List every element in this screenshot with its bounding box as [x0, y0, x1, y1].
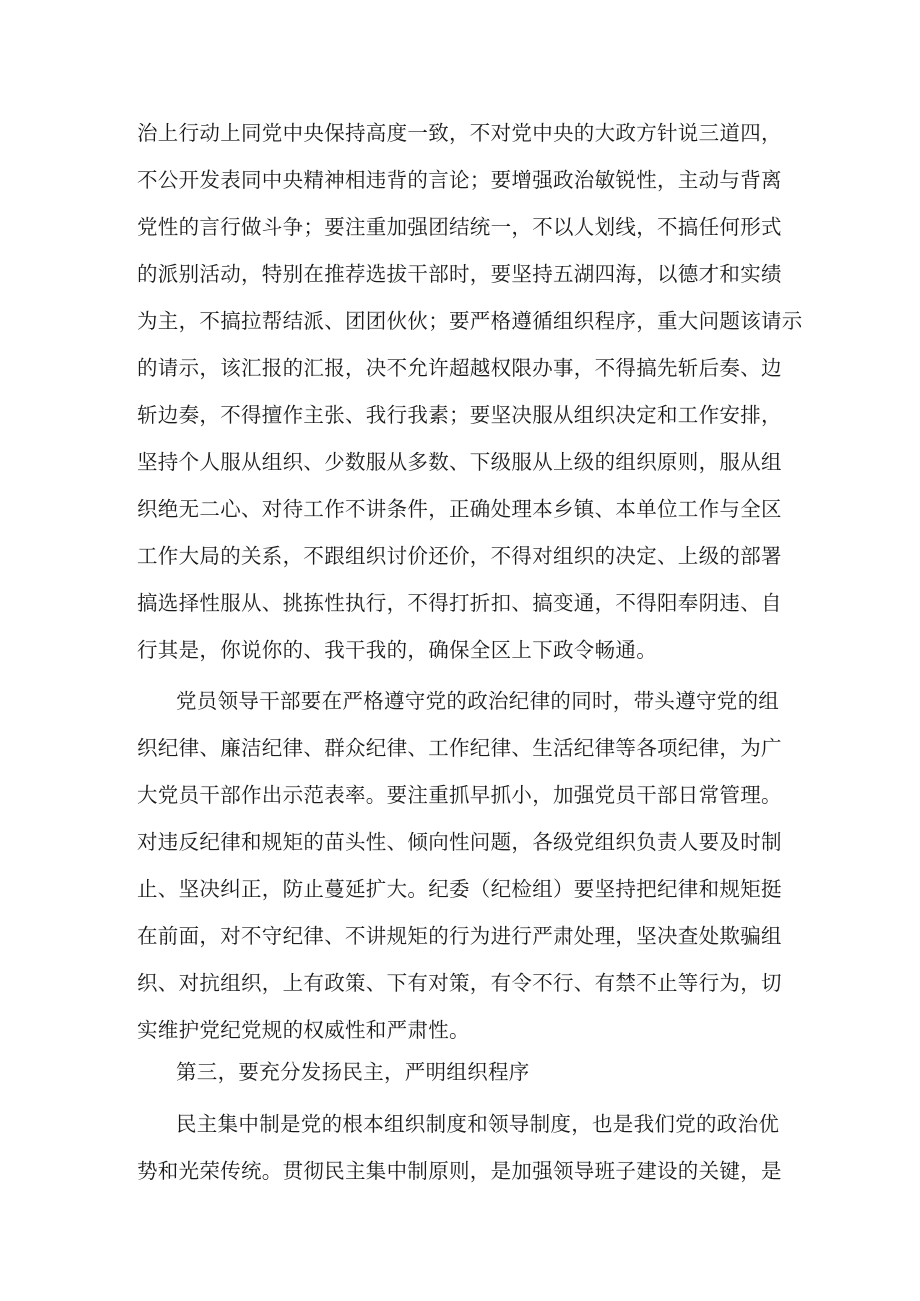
text-line: 织纪律、廉洁纪律、群众纪律、工作纪律、生活纪律等各项纪律，为广: [137, 736, 782, 760]
text-line: 实维护党纪党规的权威性和严肃性。: [137, 1018, 470, 1042]
text-line: 在前面，对不守纪律、不讲规矩的行为进行严肃处理，坚决查处欺骗组: [137, 924, 782, 948]
text-line: 工作大局的关系，不跟组织讨价还价，不得对组织的决定、上级的部署: [137, 544, 782, 568]
section-heading: 第三，要充分发扬民主，严明组织程序: [176, 1060, 530, 1084]
text-line: 党性的言行做斗争；要注重加强团结统一，不以人划线，不搞任何形式: [137, 215, 782, 239]
text-line: 不公开发表同中央精神相违背的言论；要增强政治敏锐性，主动与背离: [137, 168, 782, 192]
text-line: 斩边奏，不得擅作主张、我行我素；要坚决服从组织决定和工作安排，: [137, 403, 782, 427]
text-line: 织绝无二心、对待工作不讲条件，正确处理本乡镇、本单位工作与全区: [137, 497, 782, 521]
text-line: 大党员干部作出示范表率。要注重抓早抓小，加强党员干部日常管理。: [137, 783, 782, 807]
text-line: 对违反纪律和规矩的苗头性、倾向性问题，各级党组织负责人要及时制: [137, 830, 782, 854]
text-line: 行其是，你说你的、我干我的，确保全区上下政令畅通。: [137, 638, 657, 662]
text-line: 坚持个人服从组织、少数服从多数、下级服从上级的组织原则，服从组: [137, 450, 782, 474]
text-line: 止、坚决纠正，防止蔓延扩大。纪委（纪检组）要坚持把纪律和规矩挺: [137, 877, 782, 901]
text-line: 势和光荣传统。贯彻民主集中制原则，是加强领导班子建设的关键，是: [137, 1159, 782, 1183]
text-line: 搞选择性服从、挑拣性执行，不得打折扣、搞变通，不得阳奉阴违、自: [137, 591, 782, 615]
text-line: 治上行动上同党中央保持高度一致，不对党中央的大政方针说三道四，: [137, 121, 782, 145]
text-line: 党员领导干部要在严格遵守党的政治纪律的同时，带头遵守党的组: [176, 689, 780, 713]
text-line: 民主集中制是党的根本组织制度和领导制度，也是我们党的政治优: [176, 1112, 780, 1136]
text-line: 织、对抗组织，上有政策、下有对策，有令不行、有禁不止等行为，切: [137, 971, 782, 995]
text-line: 为主，不搞拉帮结派、团团伙伙；要严格遵循组织程序，重大问题该请示: [137, 309, 803, 333]
text-line: 的请示，该汇报的汇报，决不允许超越权限办事，不得搞先斩后奏、边: [137, 356, 782, 380]
text-line: 的派别活动，特别在推荐选拔干部时，要坚持五湖四海，以德才和实绩: [137, 262, 782, 286]
